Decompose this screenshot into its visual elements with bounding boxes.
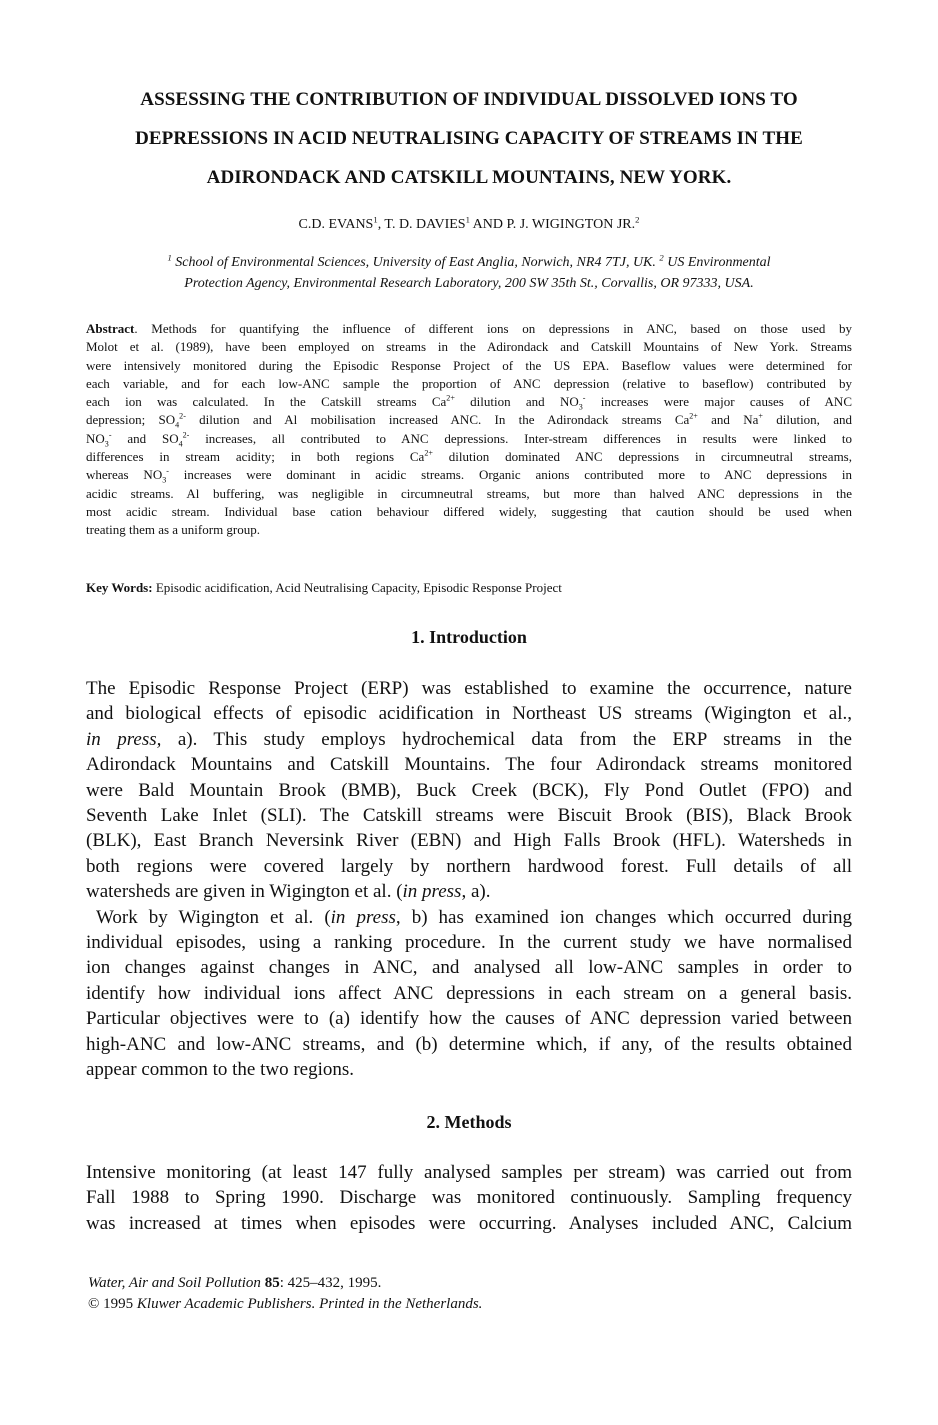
affil-mark-2: 2 <box>659 252 664 263</box>
abstract-line: acidic streams. Al buffering, was negligible in circumneutral streams, but more than halved ANC depressions in the <box>86 485 852 501</box>
body-text: Work by Wigington et al. ( <box>96 906 331 928</box>
abstract-line: most acidic stream. Individual base cation behaviour differed widely, suggesting that caution should be used when <box>86 503 852 519</box>
author-1: C.D. EVANS <box>298 217 374 232</box>
abstract-text: whereas NO <box>86 467 163 483</box>
abstract-text: dilution and Al mobilisation increased ANC. In the Adirondack streams Ca <box>185 412 690 428</box>
abstract-text: increases, all contributed to ANC depressions. Inter-stream differences in results were linked to <box>189 430 852 446</box>
affiliation-line-1 <box>90 252 848 273</box>
body-line: were Bald Mountain Brook (BMB), Buck Creek (BCK), Fly Pond Outlet (FPO) and <box>86 779 852 801</box>
title-line-1: ASSESSING THE CONTRIBUTION OF INDIVIDUAL DISSOLVED IONS TO <box>140 89 798 110</box>
body-line: identify how individual ions affect ANC depressions in each stream on a general basis. <box>86 982 852 1004</box>
ion-charge: 2+ <box>424 448 433 458</box>
body-line: appear common to the two regions. <box>86 1059 355 1081</box>
abstract-text: dilution and NO <box>454 394 579 410</box>
body-line: both regions were covered largely by northern hardwood forest. Full details of all <box>86 855 852 877</box>
ion-charge: - <box>108 430 112 440</box>
abstract <box>86 320 852 540</box>
abstract-line: Molot et al. (1989), have been employed on streams in the Adirondack and Catskill Mountains of New York. Streams <box>86 339 852 355</box>
body-line: (BLK), East Branch Neversink River (EBN) and High Falls Brook (HFL). Watersheds in <box>86 830 852 852</box>
abstract-text: dilution dominated ANC depressions in circumneutral streams, <box>432 449 852 465</box>
abstract-line <box>86 320 852 338</box>
ion-subscript: 3 <box>104 439 109 449</box>
body-line: Particular objectives were to (a) identify how the causes of ANC depression varied between <box>86 1008 852 1030</box>
ion-subscript: 4 <box>178 439 183 449</box>
abstract-text: increases were dominant in acidic streams. Organic anions contributed more to ANC depressions in <box>168 467 852 483</box>
italic-text: in press <box>330 906 396 928</box>
abstract-line <box>86 448 852 466</box>
ion-charge: 2- <box>182 430 190 440</box>
abstract-label: Abstract <box>86 321 135 336</box>
body-line: was increased at times when episodes were occurring. Analyses included ANC, Calcium <box>86 1212 852 1234</box>
abstract-text: increases were major causes of ANC <box>585 394 852 410</box>
abstract-text: and SO <box>111 430 179 446</box>
affil-epa-part1: US Environmental <box>663 255 771 270</box>
body-text: , a). <box>461 881 491 903</box>
body-line: individual episodes, using a ranking procedure. In the current study we have normalised <box>86 932 852 954</box>
abstract-text: differences in stream acidity; in both regions Ca <box>86 449 425 465</box>
ion-charge: - <box>166 467 169 477</box>
ion-subscript: 3 <box>162 475 167 485</box>
title-line-2: DEPRESSIONS IN ACID NEUTRALISING CAPACITY OF STREAMS IN THE <box>135 128 803 149</box>
body-text: a). This study employs hydrochemical data from the ERP streams in the <box>161 728 852 750</box>
affil-mark-1: 1 <box>167 252 172 263</box>
italic-text: in press <box>402 881 462 903</box>
body-line: Fall 1988 to Spring 1990. Discharge was monitored continuously. Sampling frequency <box>86 1187 852 1209</box>
ion-charge: 2- <box>179 412 186 422</box>
abstract-text: . Methods for quantifying the influence of different ions on depressions in ANC, based on those used by <box>134 321 852 336</box>
abstract-text: depression; SO <box>86 412 176 428</box>
abstract-line <box>86 430 852 448</box>
introduction-body <box>86 676 852 1083</box>
ion-charge: 2+ <box>446 393 455 403</box>
affiliations <box>90 252 848 294</box>
keywords <box>86 579 852 597</box>
abstract-line <box>86 411 852 429</box>
body-line: The Episodic Response Project (ERP) was established to examine the occurrence, nature <box>86 678 852 699</box>
keywords-label: Key Words: <box>86 580 153 595</box>
paper-title <box>70 80 868 197</box>
ion-charge: 2+ <box>689 412 698 422</box>
author-3: AND P. J. WIGINGTON JR. <box>469 217 636 232</box>
author-3-affil-mark: 2 <box>635 214 640 225</box>
body-line: Intensive monitoring (at least 147 fully analysed samples per stream) was carried out from <box>86 1162 852 1183</box>
journal-pages: : 425–432, 1995. <box>279 1275 382 1291</box>
ion-subscript: 4 <box>175 421 180 431</box>
publisher: Kluwer Academic Publishers. Printed in the Netherlands. <box>136 1296 483 1312</box>
body-line: Seventh Lake Inlet (SLI). The Catskill streams were Biscuit Brook (BIS), Black Brook <box>86 805 852 827</box>
journal-name: Water, Air and Soil Pollution <box>88 1275 265 1291</box>
affiliation-line-2: Protection Agency, Environmental Research Laboratory, 200 SW 35th St., Corvallis, OR 97333, USA. <box>184 276 754 291</box>
author-list <box>70 215 868 235</box>
body-line <box>86 905 852 930</box>
citation-line <box>88 1273 788 1294</box>
author-1-affil-mark: 1 <box>373 214 378 225</box>
ion-subscript: 3 <box>578 402 583 412</box>
author-2-affil-mark: 1 <box>465 214 470 225</box>
body-line: and biological effects of episodic acidification in Northeast US streams (Wigington et al., <box>86 703 852 725</box>
body-line <box>86 727 852 752</box>
copyright-mark: © 1995 <box>88 1296 137 1312</box>
body-text: watersheds are given in Wigington et al. ( <box>86 881 403 903</box>
author-2: , T. D. DAVIES <box>377 217 466 232</box>
ion-charge: - <box>582 393 586 403</box>
abstract-text: NO <box>86 430 105 446</box>
affil-uea: School of Environmental Sciences, University of East Anglia, Norwich, NR4 7TJ, UK. <box>171 255 656 270</box>
section-heading-methods: 2. Methods <box>426 1112 512 1132</box>
italic-text: in press, <box>86 728 162 750</box>
body-line: high-ANC and low-ANC streams, and (b) determine which, if any, of the results obtained <box>86 1033 852 1055</box>
abstract-line <box>86 466 852 484</box>
abstract-text: dilution, and <box>762 412 853 428</box>
journal-footer <box>88 1273 788 1315</box>
keywords-text: Episodic acidification, Acid Neutralising Capacity, Episodic Response Project <box>152 580 562 595</box>
abstract-line: each variable, and for each low-ANC sample the proportion of ANC depression (relative to baseflow) contributed by <box>86 375 852 391</box>
abstract-line: treating them as a uniform group. <box>86 522 261 538</box>
abstract-line <box>86 393 852 411</box>
body-line: ion changes against changes in ANC, and analysed all low-ANC samples in order to <box>86 957 852 979</box>
journal-volume: 85 <box>264 1275 280 1291</box>
section-heading-introduction: 1. Introduction <box>411 627 527 647</box>
abstract-line: were intensively monitored during the Episodic Response Project of the US EPA. Baseflow values were determined for <box>86 357 852 373</box>
title-line-3: ADIRONDACK AND CATSKILL MOUNTAINS, NEW YORK. <box>206 167 732 188</box>
body-line: Adirondack Mountains and Catskill Mountains. The four Adirondack streams monitored <box>86 754 852 776</box>
body-line <box>86 879 852 904</box>
abstract-text: and Na <box>697 412 759 428</box>
body-text: , b) has examined ion changes which occurred during <box>395 906 852 928</box>
methods-body <box>86 1160 852 1236</box>
copyright-line <box>88 1294 788 1315</box>
ion-charge: + <box>758 412 763 422</box>
abstract-text: each ion was calculated. In the Catskill streams Ca <box>86 394 447 410</box>
